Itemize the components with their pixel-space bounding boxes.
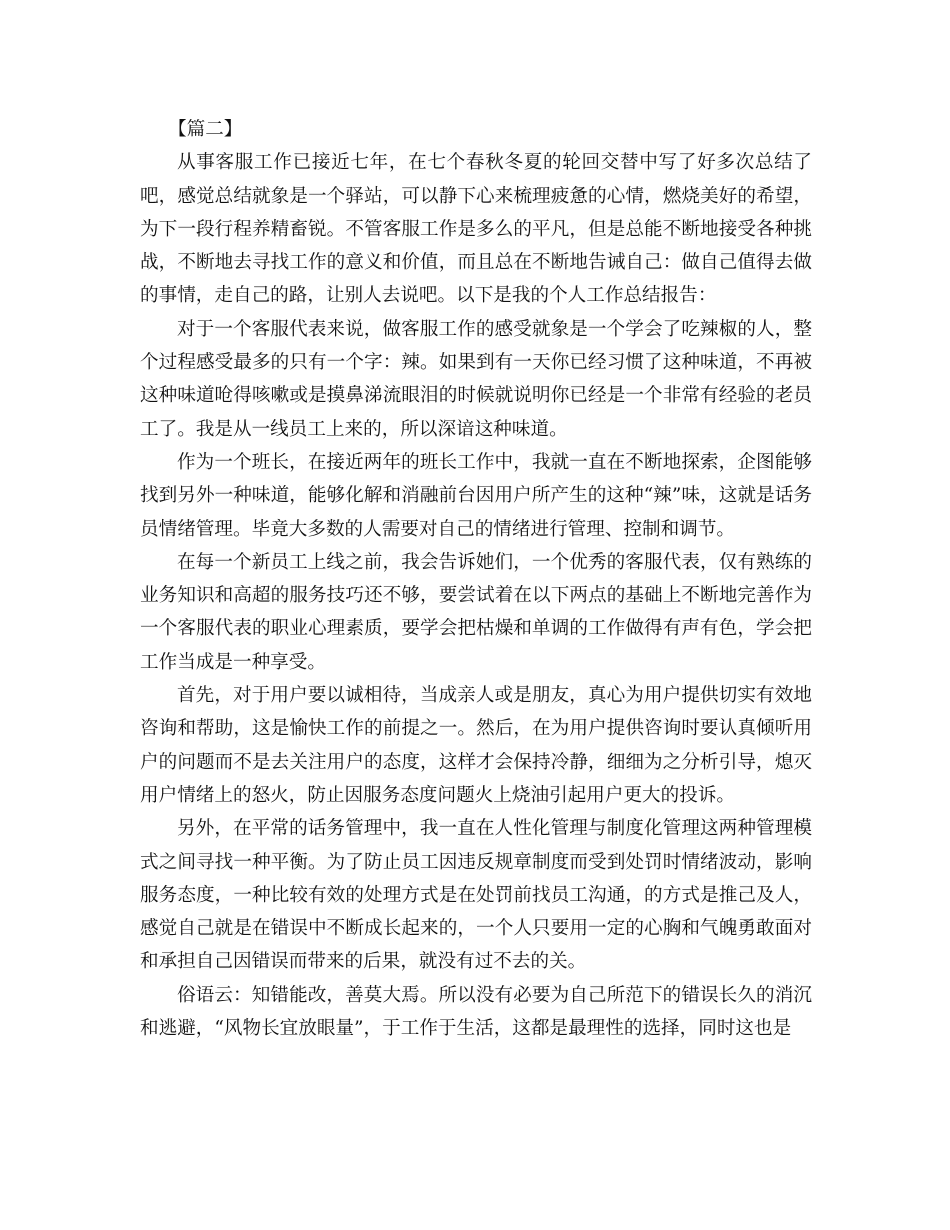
paragraph-3: 作为一个班长，在接近两年的班长工作中，我就一直在不断地探索，企图能够找到另外一种味道，能够化解和消融前台因用户所产生的这种“辣”味，这就是话务员情绪管理。毕竟大多数的人需要对自己的情绪进行管理、控制和调节。 xyxy=(140,451,812,540)
paragraph-2: 对于一个客服代表来说，做客服工作的感受就象是一个学会了吃辣椒的人，整个过程感受最多的只有一个字：辣。如果到有一天你已经习惯了这种味道，不再被这种味道呛得咳嗽或是摸鼻涕流眼泪的时候就说明你已经是一个非常有经验的老员工了。我是从一线员工上来的，所以深谙这种味道。 xyxy=(140,318,812,440)
paragraph-1: 从事客服工作已接近七年，在七个春秋冬夏的轮回交替中写了好多次总结了吧，感觉总结就象是一个驿站，可以静下心来梳理疲惫的心情，燃烧美好的希望，为下一段行程养精畜锐。不管客服工作是多么的平凡，但是总能不断地接受各种挑战，不断地去寻找工作的意义和价值，而且总在不断地告诫自己：做自己值得去做的事情，走自己的路，让别人去说吧。以下是我的个人工作总结报告： xyxy=(140,152,812,307)
paragraph-7: 俗语云：知错能改，善莫大焉。所以没有必要为自己所范下的错误长久的消沉和逃避，“风物长宜放眼量”，于工作于生活，这都是最理性的选择，同时这也是 xyxy=(140,984,812,1040)
paragraph-5: 首先，对于用户要以诚相待，当成亲人或是朋友，真心为用户提供切实有效地咨询和帮助，这是愉快工作的前提之一。然后，在为用户提供咨询时要认真倾听用户的问题而不是去关注用户的态度，这样才会保持冷静，细细为之分析引导，熄灭用户情绪上的怒火，防止因服务态度问题火上烧油引起用户更大的投诉。 xyxy=(140,685,812,806)
paragraph-4: 在每一个新员工上线之前，我会告诉她们，一个优秀的客服代表，仅有熟练的业务知识和高超的服务技巧还不够，要尝试着在以下两点的基础上不断地完善作为一个客服代表的职业心理素质，要学会把枯燥和单调的工作做得有声有色，学会把工作当成是一种享受。 xyxy=(140,551,812,673)
section-heading: 【篇二】 xyxy=(168,119,243,140)
paragraph-6: 另外，在平常的话务管理中，我一直在人性化管理与制度化管理这两种管理模式之间寻找一种平衡。为了防止员工因违反规章制度而受到处罚时情绪波动，影响服务态度，一种比较有效的处理方式是在处罚前找员工沟通，的方式是推己及人，感觉自己就是在错误中不断成长起来的，一个人只要用一定的心胸和气魄勇敢面对和承担自己因错误而带来的后果，就没有过不去的关。 xyxy=(140,818,812,973)
document-body xyxy=(140,113,812,1045)
